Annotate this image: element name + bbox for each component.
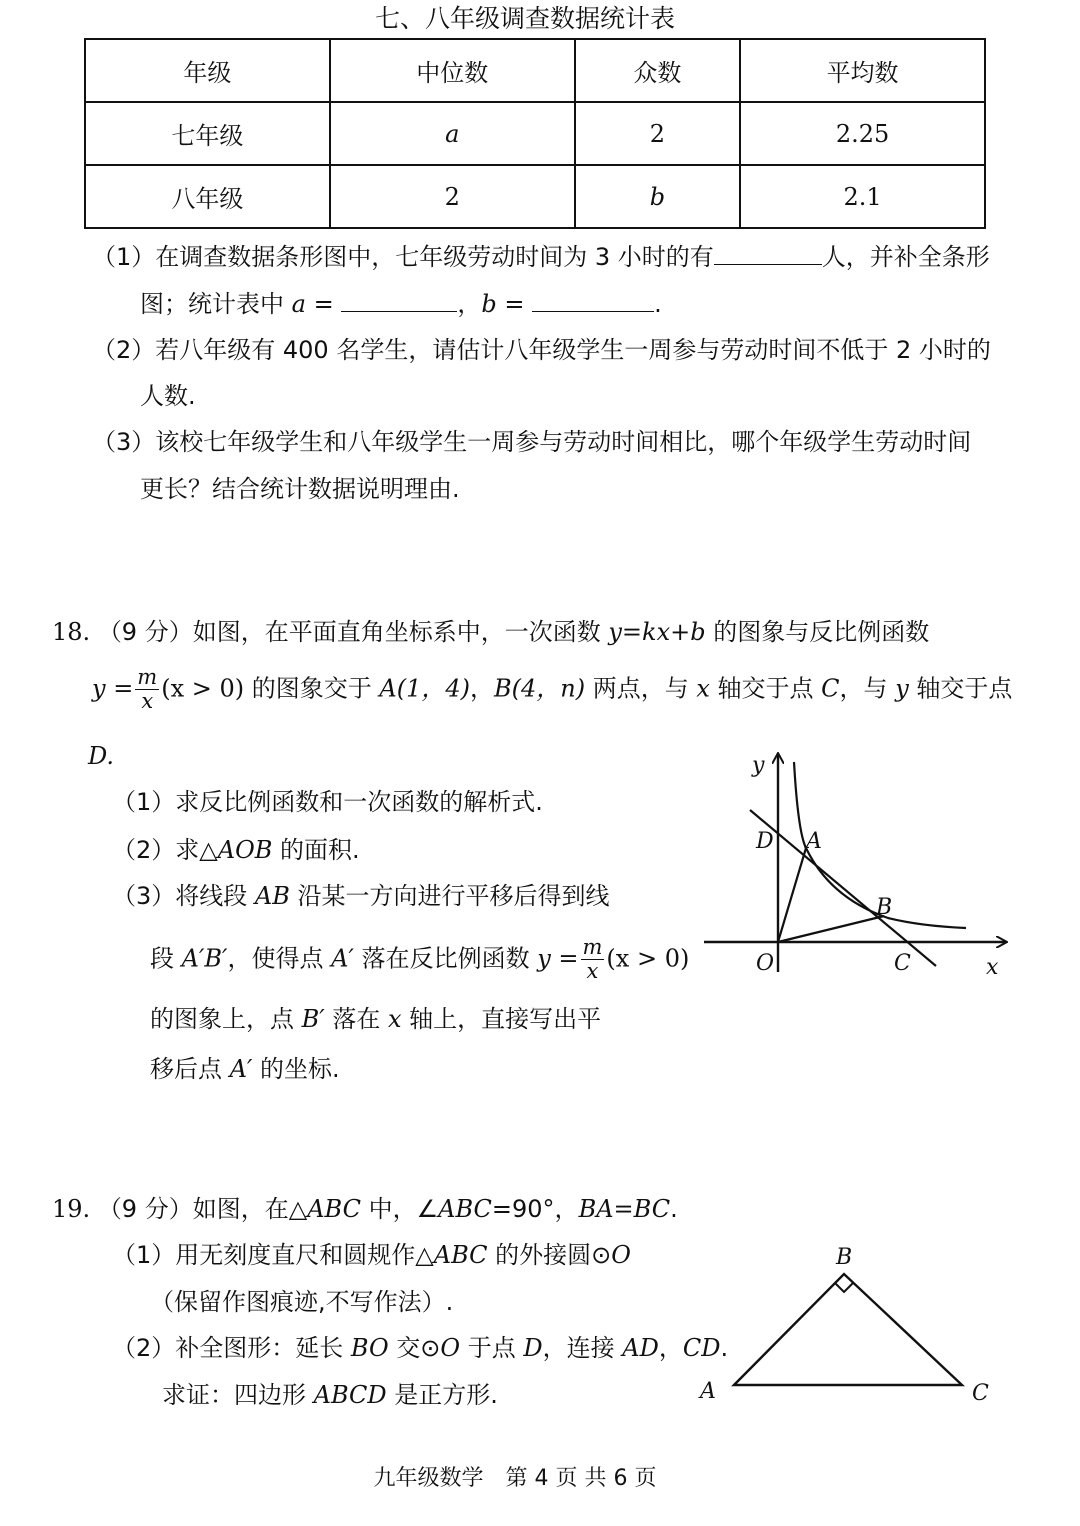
q18-text: 移后点 <box>150 1055 230 1083</box>
q17-part1-line2 <box>140 289 662 319</box>
segment-ob <box>778 916 884 942</box>
label-b: B <box>876 895 893 920</box>
triangle-abc: ABC <box>433 1241 488 1269</box>
point-a1: A′ <box>229 1055 253 1083</box>
fraction-m-over-x <box>135 666 159 713</box>
q19-text: 的外接圆⊙ <box>487 1241 612 1269</box>
q18-text: 的图象交于 <box>244 674 380 703</box>
right-angle-mark <box>835 1283 853 1292</box>
q19-text: （1）用无刻度直尺和圆规作△ <box>112 1241 434 1269</box>
table-cell: b <box>575 165 740 228</box>
label-a: A <box>700 1379 716 1404</box>
table-cell: 2.25 <box>740 102 985 165</box>
var-a: a <box>291 290 306 318</box>
q18-text: （3）将线段 <box>112 882 255 910</box>
q18-sub3-line4 <box>150 1055 340 1084</box>
table-cell: 2.1 <box>740 165 985 228</box>
var-b: b <box>481 290 497 318</box>
q18-text: 的图象上，点 <box>150 1005 302 1033</box>
domain: (x > 0) <box>606 944 690 973</box>
q18-text: 如图，在平面直角坐标系中，一次函数 <box>192 618 609 646</box>
table-title: 七、八年级调查数据统计表 <box>374 4 675 33</box>
q19-text: ，连接 <box>542 1334 623 1362</box>
y-eq: y = <box>92 674 134 703</box>
q18-text: 落在 <box>324 1005 388 1033</box>
q19-triangle-figure <box>690 1238 1010 1408</box>
header-cell: 平均数 <box>740 39 985 102</box>
label-x: x <box>986 955 999 980</box>
period: . <box>720 1334 729 1362</box>
var-x: x <box>388 1005 402 1033</box>
q18-coordinate-graph <box>700 740 1020 990</box>
q17-part3-line1: （3）该校七年级学生和八年级学生一周参与劳动时间相比，哪个年级学生劳动时间 <box>92 428 972 456</box>
period: . <box>654 290 662 318</box>
q19-sub1-line2: （保留作图痕迹,不写作法）. <box>150 1288 454 1316</box>
segment-oa <box>778 848 806 942</box>
q18-text: 轴交于点 <box>908 674 1013 703</box>
q19-sub2-line1 <box>112 1334 728 1363</box>
circle-o: O <box>440 1334 461 1362</box>
q19-text: （2）补全图形：延长 <box>112 1334 351 1362</box>
var-x: x <box>696 674 710 703</box>
q18-score: （9 分） <box>97 618 193 646</box>
quad-abcd: ABCD <box>313 1381 387 1409</box>
circle-o: O <box>611 1241 631 1269</box>
q18-intro-line2 <box>92 666 1012 713</box>
q18-text: 轴上，直接写出平 <box>401 1005 602 1033</box>
q18-text: 的坐标. <box>252 1055 340 1083</box>
q18-point-d: D. <box>88 742 115 770</box>
fraction-m-over-x <box>581 936 605 983</box>
q18-text: （2）求△ <box>112 836 218 864</box>
q18-text: ，与 <box>839 674 896 703</box>
comma: ， <box>470 674 494 703</box>
comma: ， <box>658 1334 683 1362</box>
q17-text: （1）在调查数据条形图中，七年级劳动时间为 3 小时的有 <box>92 243 714 271</box>
q17-text: 图；统计表中 <box>140 290 292 318</box>
triangle-abc: ABC <box>307 1195 361 1223</box>
segment-a1b1: A′B′ <box>181 944 228 973</box>
angle-abc: ABC <box>438 1195 492 1223</box>
segment-bo: BO <box>350 1334 389 1362</box>
table-cell: 2 <box>330 165 575 228</box>
domain: (x > 0) <box>161 674 245 703</box>
q18-sub3-line1 <box>112 882 610 911</box>
q18-text: 轴交于点 <box>709 674 822 703</box>
q19-text: 求证：四边形 <box>162 1381 314 1409</box>
q19-text: 于点 <box>460 1334 524 1362</box>
q17-text: 人，并补全条形 <box>821 243 990 271</box>
table-cell: 2 <box>575 102 740 165</box>
label-c: C <box>972 1381 989 1406</box>
q17-part2-line2: 人数. <box>140 382 196 410</box>
q18-text: ，使得点 <box>227 944 332 973</box>
y-eq: y = <box>537 944 579 973</box>
q18-sub1: （1）求反比例函数和一次函数的解析式. <box>112 788 543 816</box>
point-c: C <box>821 674 840 703</box>
point-a1: A′ <box>331 944 354 973</box>
triangle-aob: AOB <box>217 836 273 864</box>
table-cell: 七年级 <box>85 102 330 165</box>
frac-den: x <box>141 689 154 714</box>
segment-cd: CD <box>682 1334 721 1362</box>
table-row <box>85 102 985 165</box>
q17-part3-line2: 更长？结合统计数据说明理由. <box>140 475 460 503</box>
q19-number: 19. <box>52 1195 91 1223</box>
q19-text: 交⊙ <box>388 1334 441 1362</box>
q18-sub3-line2 <box>150 936 689 983</box>
q18-number: 18. <box>52 618 91 646</box>
label-y: y <box>752 753 765 778</box>
table-header-row <box>85 39 985 102</box>
point-d: D <box>523 1334 543 1362</box>
label-b: B <box>836 1245 853 1270</box>
var-y: y <box>895 674 909 703</box>
answer-blank-1[interactable] <box>714 242 822 265</box>
q19-sub1-line1 <box>112 1241 631 1270</box>
frac-den: x <box>586 959 599 984</box>
q18-sub2 <box>112 836 360 865</box>
q17-part1-line1 <box>92 242 990 272</box>
segment-ad: AD <box>622 1334 659 1362</box>
triangle-abc-shape <box>734 1274 962 1385</box>
point-a: A(1，4) <box>379 674 470 703</box>
q19-sub2-line2 <box>162 1381 498 1410</box>
comma: ， <box>457 290 482 318</box>
answer-blank-a[interactable] <box>341 289 457 312</box>
linear-function: y=kx+b <box>608 618 706 646</box>
point-b1: B′ <box>301 1005 325 1033</box>
q17-part2-line1: （2）若八年级有 400 名学生，请估计八年级学生一周参与劳动时间不低于 2 小时的 <box>92 336 991 364</box>
answer-blank-b[interactable] <box>532 289 654 312</box>
q19-text: 如图，在△ <box>192 1195 308 1223</box>
table-row <box>85 165 985 228</box>
q18-text: 落在反比例函数 <box>353 944 538 973</box>
q18-text: 的图象与反比例函数 <box>705 618 930 646</box>
q18-intro-line1 <box>52 618 929 647</box>
q18-text: 的面积. <box>272 836 360 864</box>
header-cell: 众数 <box>575 39 740 102</box>
q19-text: 是正方形. <box>386 1381 498 1409</box>
period: . <box>670 1195 678 1223</box>
eq: = <box>305 290 342 318</box>
eq: = <box>496 290 533 318</box>
q19-intro <box>52 1195 678 1224</box>
table-cell: 八年级 <box>85 165 330 228</box>
ba-bc: BA=BC <box>578 1195 671 1223</box>
frac-num: m <box>582 935 603 959</box>
header-cell: 中位数 <box>330 39 575 102</box>
label-o: O <box>756 951 775 976</box>
segment-ab: AB <box>254 882 290 910</box>
frac-num: m <box>137 665 158 689</box>
table-cell: a <box>330 102 575 165</box>
q18-text: 段 <box>150 944 182 973</box>
label-c: C <box>894 951 911 976</box>
label-d: D <box>756 829 774 854</box>
q18-text: 两点，与 <box>585 674 697 703</box>
page-footer: 九年级数学 第 4 页 共 6 页 <box>373 1466 657 1491</box>
q19-text: =90°， <box>491 1195 579 1223</box>
header-cell: 年级 <box>85 39 330 102</box>
q19-score: （9 分） <box>97 1195 193 1223</box>
q18-text: 沿某一方向进行平移后得到线 <box>289 882 610 910</box>
q18-sub3-line3 <box>150 1005 601 1034</box>
label-a: A <box>806 829 822 854</box>
point-b: B(4，n) <box>494 674 586 703</box>
stats-table <box>84 38 986 229</box>
q19-text: 中，∠ <box>360 1195 439 1223</box>
